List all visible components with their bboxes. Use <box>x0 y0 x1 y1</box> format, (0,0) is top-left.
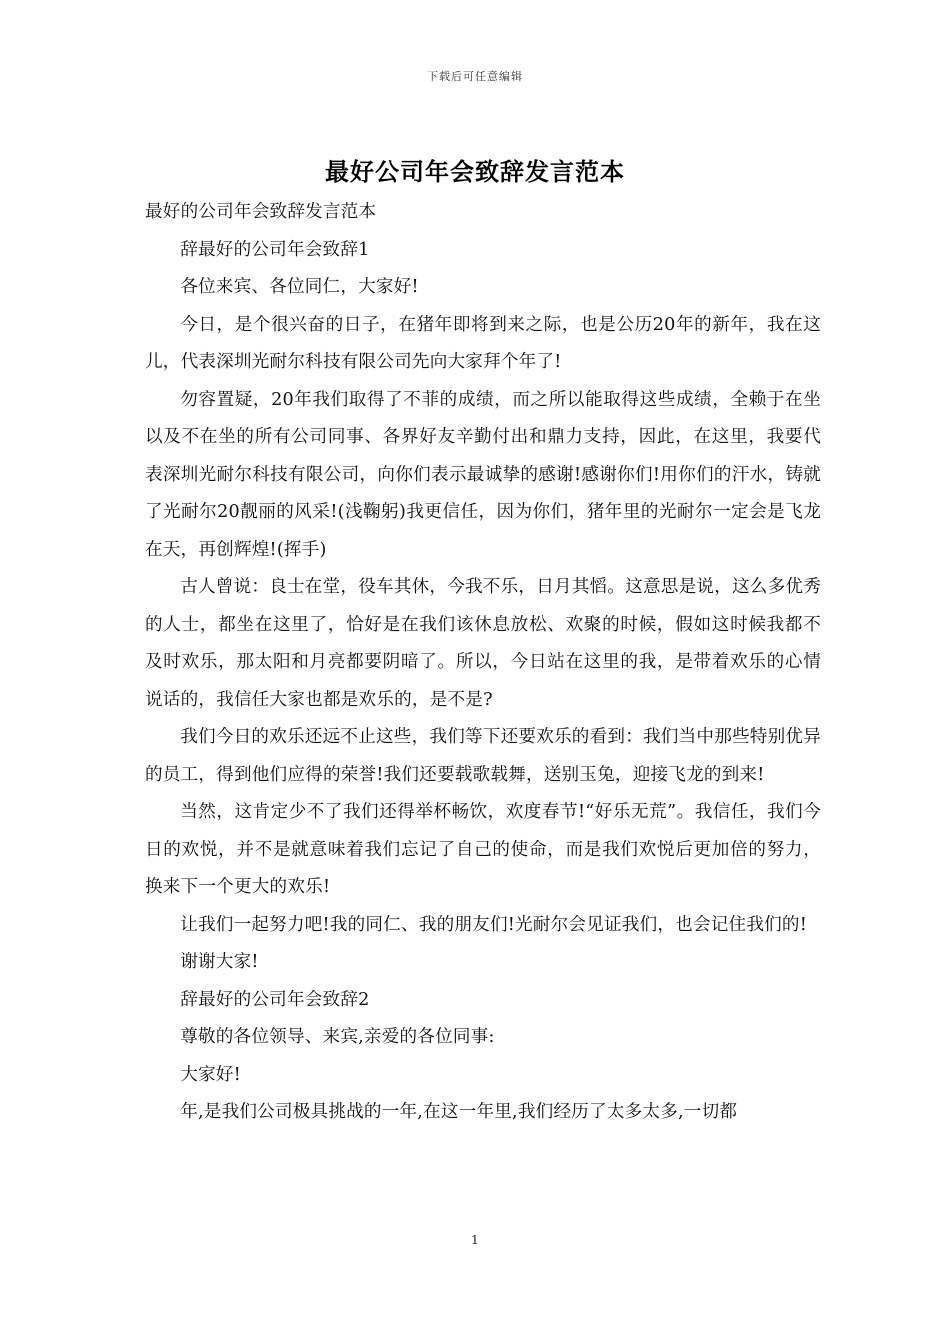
body-paragraph: 今日，是个很兴奋的日子，在猪年即将到来之际，也是公历20年的新年，我在这儿，代表深圳光耐尔科技有限公司先向大家拜个年了! <box>145 314 821 372</box>
document-title: 最好公司年会致辞发言范本 <box>325 157 625 186</box>
body-paragraph: 大家好! <box>180 1064 241 1085</box>
body-paragraph: 辞最好的公司年会致辞1 <box>180 239 370 260</box>
document-body <box>145 194 821 1132</box>
body-paragraph: 辞最好的公司年会致辞2 <box>180 989 370 1010</box>
body-paragraph: 古人曾说：良士在堂，役车其休，今我不乐，日月其慆。这意思是说，这么多优秀的人士，都坐在这里了，恰好是在我们该休息放松、欢聚的时候，假如这时候我都不及时欢乐，那太阳和月亮都要阴暗了。所以，今日站在这里的我，是带着欢乐的心情说话的，我信任大家也都是欢乐的，是不是? <box>145 577 821 710</box>
body-paragraph: 谢谢大家! <box>180 952 259 972</box>
body-paragraph: 年,是我们公司极具挑战的一年,在这一年里,我们经历了太多太多,一切都 <box>180 1102 738 1122</box>
body-paragraph: 让我们一起努力吧!我的同仁、我的朋友们!光耐尔会见证我们，也会记住我们的! <box>180 914 807 935</box>
body-paragraph: 当然，这肯定少不了我们还得举杯畅饮，欢度春节!“好乐无荒”。我信任，我们今日的欢悦，并不是就意味着我们忘记了自己的使命，而是我们欢悦后更加倍的努力，换来下一个更大的欢乐! <box>145 802 821 897</box>
body-paragraph: 各位来宾、各位同仁，大家好! <box>180 277 419 297</box>
body-paragraph: 尊敬的各位领导、来宾,亲爱的各位同事: <box>180 1027 495 1047</box>
body-paragraph: 我们今日的欢乐还远不止这些，我们等下还要欢乐的看到：我们当中那些特别优异的员工，得到他们应得的荣誉!我们还要载歌载舞，送别玉兔，迎接飞龙的到来! <box>145 727 821 785</box>
body-paragraph: 勿容置疑，20年我们取得了不菲的成绩，而之所以能取得这些成绩，全赖于在坐以及不在坐的所有公司同事、各界好友辛勤付出和鼎力支持，因此，在这里，我要代表深圳光耐尔科技有限公司，向你们表示最诚挚的感谢!感谢你们!用你们的汗水，铸就了光耐尔20靓丽的风采!(浅鞠躬)我更信任，因为你们，猪年里的光耐尔一定会是飞龙在天，再创辉煌!(挥手) <box>145 389 821 560</box>
body-paragraph: 最好的公司年会致辞发言范本 <box>145 202 377 222</box>
page-number: 1 <box>471 1233 479 1247</box>
header-note: 下载后可任意编辑 <box>427 70 523 83</box>
